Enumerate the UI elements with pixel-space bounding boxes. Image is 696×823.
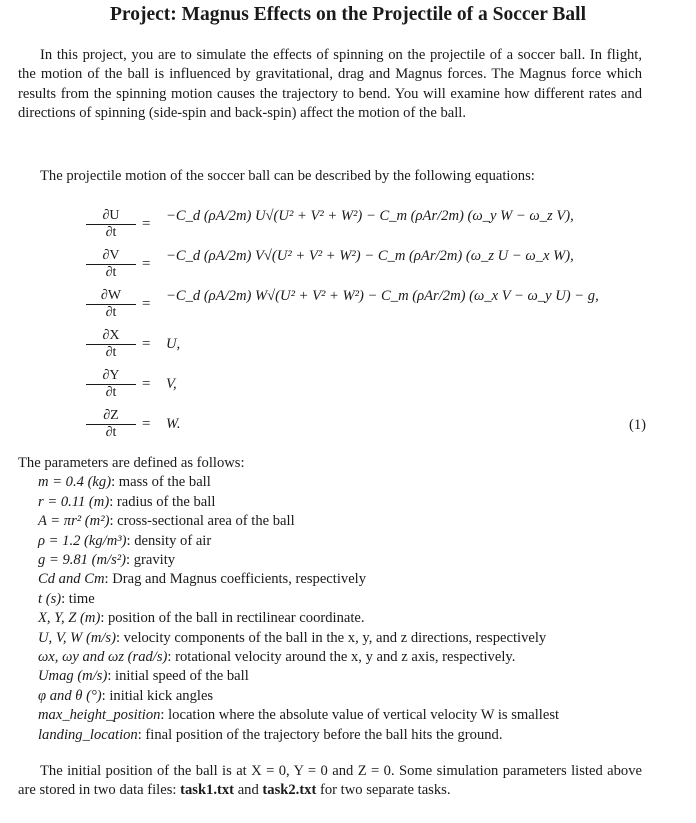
- equation-lhs-numerator: ∂W: [86, 288, 136, 305]
- param-desc: : cross-sectional area of the ball: [109, 513, 295, 530]
- param-item: [38, 648, 658, 667]
- param-item: [38, 609, 658, 628]
- intro-paragraph: In this project, you are to simulate the effects of spinning on the projectile of a soccer ball. In flight, the motion of the ball is influenced by gravitational, drag and Magnus forces. The Magnus force which results from the spinning motion causes the trajectory to bend. You will examine how different rates and directions of spinning (side-spin and back-spin) affect the motion of the ball.: [18, 47, 642, 122]
- equals-sign: =: [142, 256, 151, 272]
- param-desc: : location where the absolute value of vertical velocity W is smallest: [160, 707, 560, 724]
- equation-dw: [86, 288, 646, 318]
- equation-lhs-denominator: ∂t: [105, 265, 117, 280]
- file-name-task1: task1.txt: [180, 782, 235, 799]
- param-item: [38, 532, 658, 551]
- param-symbol: r = 0.11 (m): [38, 493, 110, 510]
- param-desc: : time: [61, 590, 95, 607]
- equation-lhs-numerator: ∂Z: [86, 408, 136, 425]
- parameter-list: [18, 454, 658, 745]
- param-desc: : gravity: [126, 552, 176, 569]
- param-symbol: g = 9.81 (m/s²): [38, 552, 126, 569]
- equation-rhs: −C_d (ρA/2m) W√(U² + V² + W²) − C_m (ρAr/2m) (ω_x V − ω_y U) − g,: [166, 288, 599, 304]
- param-desc: : position of the ball in rectilinear coordinate.: [100, 610, 365, 627]
- param-item: [38, 473, 658, 492]
- param-symbol: m = 0.4 (kg): [38, 474, 112, 491]
- param-desc: : velocity components of the ball in the x, y, and z directions, respectively: [115, 629, 547, 646]
- param-desc: : initial speed of the ball: [107, 668, 249, 685]
- param-item: [38, 706, 658, 725]
- param-desc: : radius of the ball: [109, 493, 216, 510]
- param-symbol: landing_location: [38, 726, 138, 743]
- equals-sign: =: [142, 416, 151, 432]
- equation-du: [86, 208, 646, 238]
- final-paragraph-text: The initial position of the ball is at X = 0, Y = 0 and Z = 0. Some simulation parameters listed above are stored in two data files:: [18, 763, 642, 799]
- final-paragraph-connector: and: [237, 782, 259, 799]
- param-symbol: ωx, ωy and ωz (rad/s): [38, 649, 168, 666]
- equation-rhs: −C_d (ρA/2m) V√(U² + V² + W²) − C_m (ρAr/2m) (ω_z U − ω_x W),: [166, 248, 574, 264]
- param-item: [38, 687, 658, 706]
- equation-lhs-denominator: ∂t: [105, 385, 117, 400]
- equation-dv: [86, 248, 646, 278]
- param-desc: : final position of the trajectory before the ball hits the ground.: [137, 726, 503, 743]
- equation-lhs-denominator: ∂t: [105, 425, 117, 440]
- param-item: [38, 667, 658, 686]
- param-symbol: Cd and Cm: [38, 571, 105, 588]
- equals-sign: =: [142, 376, 151, 392]
- page-title: Project: Magnus Effects on the Projectile of a Soccer Ball: [110, 4, 586, 25]
- equals-sign: =: [142, 296, 151, 312]
- param-desc: : density of air: [126, 532, 212, 549]
- param-desc: : mass of the ball: [111, 474, 211, 491]
- equation-dz: [86, 408, 646, 438]
- param-symbol: t (s): [38, 590, 62, 607]
- final-paragraph: [18, 762, 642, 801]
- equation-lhs-denominator: ∂t: [105, 225, 117, 240]
- equation-lhs-denominator: ∂t: [105, 305, 117, 320]
- equation-lhs-numerator: ∂X: [86, 328, 136, 345]
- param-item: [38, 590, 658, 609]
- equation-lhs-numerator: ∂V: [86, 248, 136, 265]
- equation-rhs: −C_d (ρA/2m) U√(U² + V² + W²) − C_m (ρAr/2m) (ω_y W − ω_z V),: [166, 208, 574, 224]
- param-item: [38, 512, 658, 531]
- equation-dx: [86, 328, 646, 358]
- param-item: [38, 493, 658, 512]
- param-item: [38, 629, 658, 648]
- equals-sign: =: [142, 216, 151, 232]
- param-symbol: Umag (m/s): [38, 668, 108, 685]
- param-item: [38, 551, 658, 570]
- param-desc: : rotational velocity around the x, y and z axis, respectively.: [167, 649, 516, 666]
- equals-sign: =: [142, 336, 151, 352]
- equation-system: [86, 208, 646, 448]
- equation-rhs: V,: [166, 376, 177, 392]
- equations-intro: The projectile motion of the soccer ball can be described by the following equations:: [40, 168, 535, 184]
- param-symbol: max_height_position: [38, 707, 161, 724]
- param-item: [38, 570, 658, 589]
- equation-lhs-numerator: ∂Y: [86, 368, 136, 385]
- param-symbol: X, Y, Z (m): [38, 610, 101, 627]
- param-symbol: U, V, W (m/s): [38, 629, 116, 646]
- param-item: [38, 726, 658, 745]
- params-intro: The parameters are defined as follows:: [18, 455, 245, 471]
- param-symbol: A = πr² (m²): [38, 513, 110, 530]
- param-desc: : Drag and Magnus coefficients, respectively: [104, 571, 367, 588]
- param-desc: : initial kick angles: [101, 687, 214, 704]
- file-name-task2: task2.txt: [262, 782, 317, 799]
- param-symbol: φ and θ (°): [38, 687, 102, 704]
- equation-lhs-numerator: ∂U: [86, 208, 136, 225]
- equation-rhs: U,: [166, 336, 181, 352]
- equation-lhs-denominator: ∂t: [105, 345, 117, 360]
- equation-dy: [86, 368, 646, 398]
- equation-rhs: W.: [166, 416, 181, 432]
- param-symbol: ρ = 1.2 (kg/m³): [38, 532, 127, 549]
- final-paragraph-tail: for two separate tasks.: [320, 782, 451, 799]
- equation-number: (1): [628, 417, 646, 433]
